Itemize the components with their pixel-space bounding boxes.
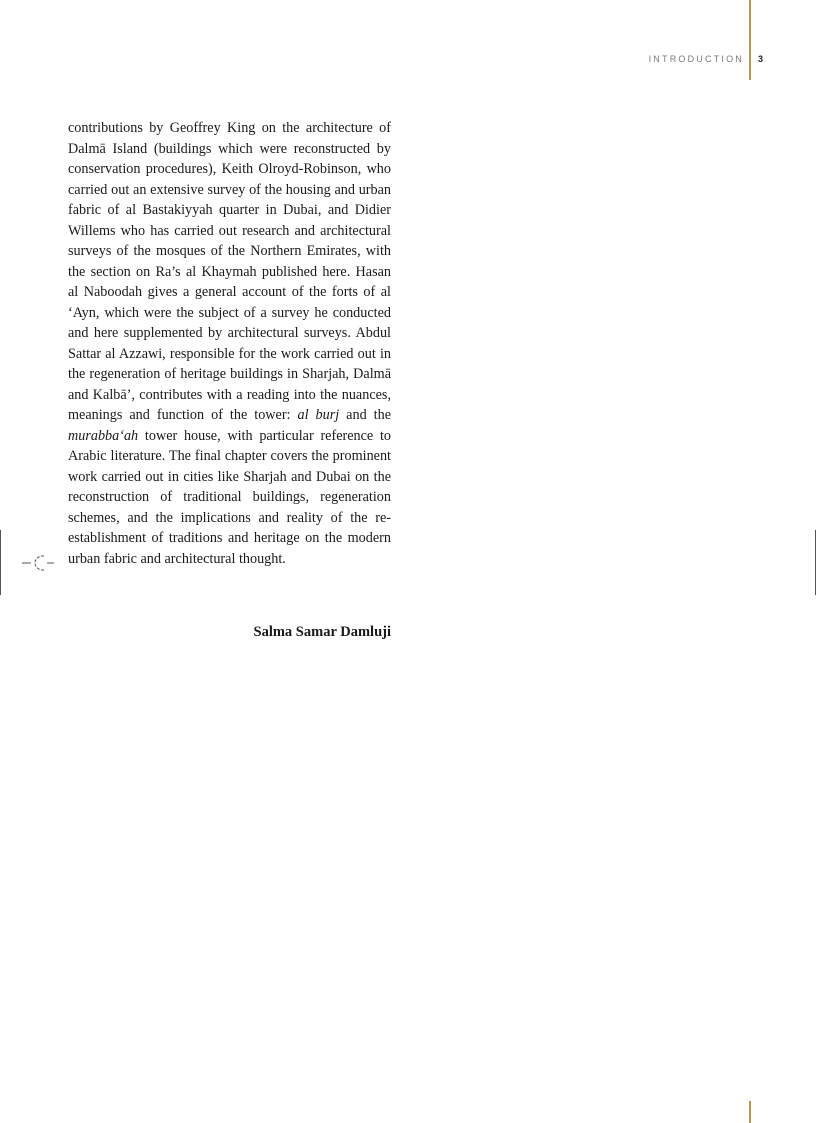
page-number: 3 (758, 54, 764, 64)
italic-term-murabbaah: murabba‘ah (68, 427, 139, 444)
body-paragraph (68, 118, 391, 569)
body-text-segment: contributions by Geoffrey King on the architecture of Dalmā Island (buildings which were reconstructed by conservation procedures), Keith Olroyd-Robinson, who carried out an extensive survey of the housing and urban fabric of al Bastakiyyah quarter in Dubai, and Didier Willems who has carried out research and architectural surveys of the mosques of the Northern Emirates, with the section on Ra’s al Khaymah published here. Hasan al Naboodah gives a general account of the forts of al ‘Ayn, which were the subject of a survey he conducted and here supplemented by architectural surveys. Abdul Sattar al Azzawi, responsible for the work carried out in the regeneration of heritage buildings in Sharjah, Dalmā and Kalbā’, contributes with a reading into the nuances, meanings and function of the tower: (68, 120, 391, 423)
header-vertical-rule (749, 0, 751, 80)
body-text-segment: tower house, with particular reference to Arabic literature. The final chapter covers the prominent work carried out in cities like Sharjah and Dubai on the reconstruction of traditional buildings, regeneration schemes, and the implications and reality of the re-establishment of traditions and heritage on the modern urban fabric and architectural thought. (68, 427, 391, 567)
italic-term-al-burj: al burj (297, 407, 340, 423)
crop-mark-left (0, 530, 1, 595)
running-head: INTRODUCTION (648, 54, 744, 64)
registration-mark-icon (20, 553, 56, 573)
body-text-segment: and the (339, 407, 391, 423)
footer-vertical-rule (749, 1101, 751, 1123)
body-text (68, 118, 391, 569)
author-signature: Salma Samar Damluji (253, 624, 391, 640)
